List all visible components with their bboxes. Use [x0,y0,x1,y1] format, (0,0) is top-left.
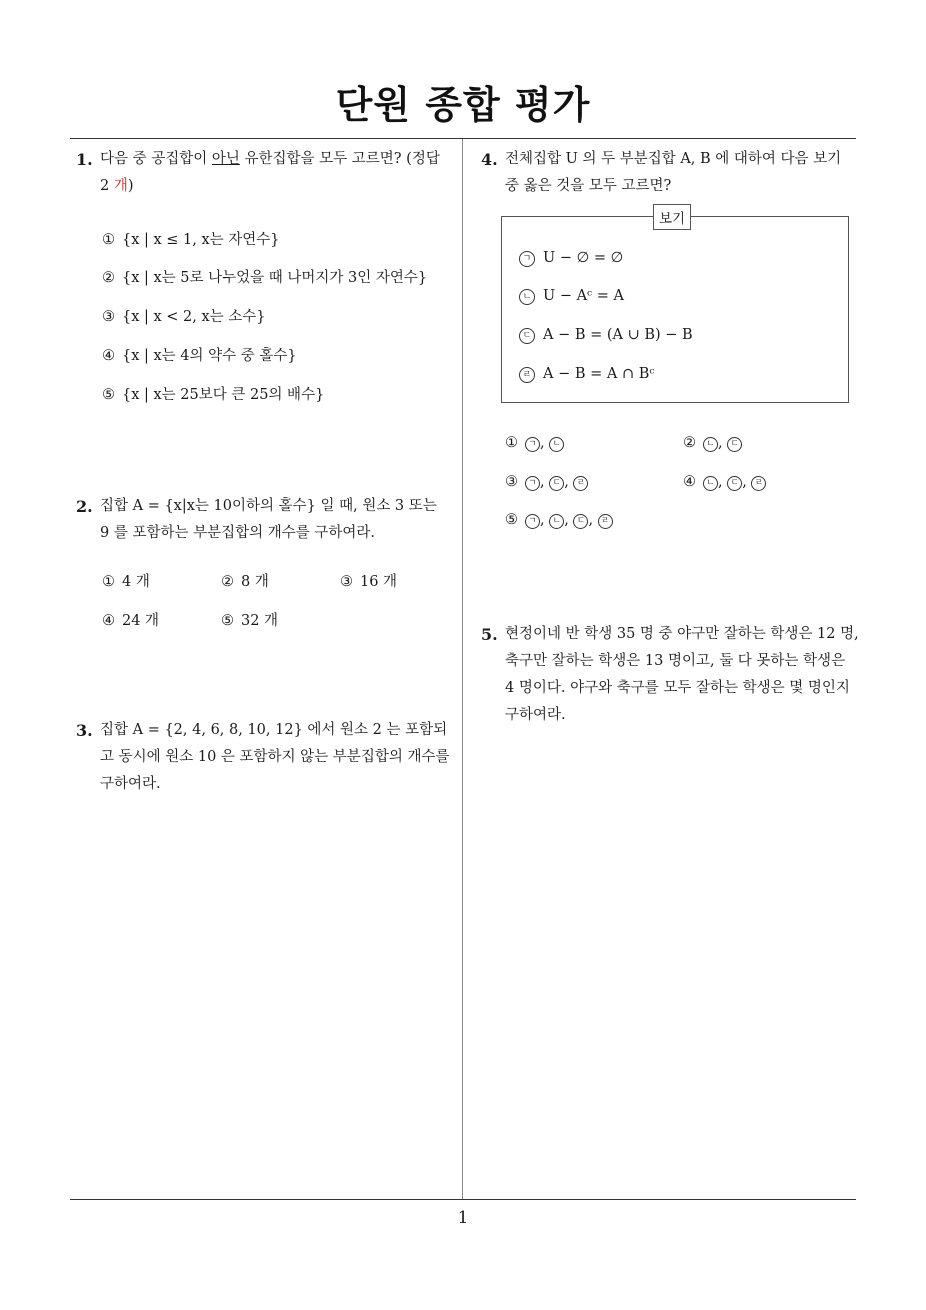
item-mark: ㄷ [727,476,742,491]
item-mark: ㄴ [703,476,718,491]
stem-line: 집합 A = {x|x는 10이하의 홀수} 일 때, 원소 3 또는 [100,498,437,514]
choice-text: {x | x는 4의 약수 중 홀수} [122,348,297,364]
choice[interactable]: ③ ㄱ , ㄷ , ㄹ [505,474,588,491]
stem-line: 4 명이다. 야구와 축구를 모두 잘하는 학생은 몇 명인지 [505,680,850,696]
example-item [519,250,623,267]
stem-text: 유한집합을 모두 고르면? (정답 [239,151,440,167]
stem-text: 2 [100,178,114,194]
choice-text: 24 개 [122,613,160,629]
example-item [519,288,624,305]
choice-text: {x | x는 5로 나누었을 때 나머지가 3인 자연수} [122,270,428,286]
page-number: 1 [457,1208,469,1228]
choice-text: {x | x는 25보다 큰 25의 배수} [122,387,325,403]
question-number: 5. [481,625,498,644]
choice[interactable]: ① ㄱ , ㄴ [505,435,564,452]
item-mark: ㄱ [525,476,540,491]
choice-mark: ③ [340,574,353,590]
choice-mark: ① [102,232,115,248]
underlined-word: 아닌 [211,151,240,167]
choice-mark: ③ [102,309,115,325]
choice-mark: ③ [505,474,518,490]
choice-text: {x | x ≤ 1, x는 자연수} [122,232,280,248]
choice-text: {x | x < 2, x는 소수} [122,309,266,325]
choice-mark: ② [221,574,234,590]
item-mark: ㄷ [519,328,535,344]
question-number: 4. [481,150,498,169]
choice-mark: ① [505,435,518,451]
question-stem [76,717,461,798]
item-mark: ㄹ [573,476,588,491]
choice[interactable] [102,383,324,404]
item-mark: ㄱ [519,251,535,267]
item-text: U − Aᶜ = A [543,288,624,304]
choice[interactable] [102,305,266,326]
choice-mark: ⑤ [102,387,115,403]
item-mark: ㄹ [598,514,613,529]
item-text: A − B = A ∩ Bᶜ [543,366,655,382]
choice[interactable] [102,266,427,287]
stem-line: 9 를 포함하는 부분집합의 개수를 구하여라. [100,525,375,541]
column-divider [462,139,463,1199]
choice[interactable] [102,609,159,630]
item-mark: ㄴ [549,514,564,529]
stem-line [100,173,461,200]
stem-line: 구하여라. [505,707,566,723]
item-mark: ㄴ [549,437,564,452]
question-stem [76,493,461,547]
item-text: U − ∅ = ∅ [543,250,624,266]
choice-text: 32 개 [241,613,279,629]
choice[interactable] [102,344,297,365]
choice-mark: ① [102,574,115,590]
item-mark: ㄴ [703,437,718,452]
question-stem [481,146,861,200]
stem-text: 다음 중 공집합이 [100,151,212,167]
choice-text: 4 개 [122,574,150,590]
question-number: 2. [76,497,93,516]
item-mark: ㄷ [727,437,742,452]
question-stem [76,146,461,200]
question-number: 1. [76,150,93,169]
page-title: 단원 종합 평가 [335,83,591,127]
stem-line: 현정이네 반 학생 35 명 중 야구만 잘하는 학생은 12 명, [505,626,859,642]
item-mark: ㄷ [549,476,564,491]
stem-line: 구하여라. [100,776,161,792]
item-text: A − B = (A ∪ B) − B [543,327,693,343]
stem-line: 고 동시에 원소 10 은 포함하지 않는 부분집합의 개수를 [100,749,450,765]
choice[interactable] [340,570,397,591]
choice-mark: ② [683,435,696,451]
choice[interactable]: ② ㄴ , ㄷ [683,435,742,452]
choice-mark: ⑤ [505,512,518,528]
item-mark: ㄱ [525,514,540,529]
question-4 [481,146,861,200]
question-1 [76,146,461,200]
choice[interactable]: ④ ㄴ , ㄷ , ㄹ [683,474,766,491]
choice[interactable] [221,570,269,591]
example-item [519,366,654,383]
stem-line: 중 옳은 것을 모두 고르면? [505,178,672,194]
stem-text: ) [127,178,134,194]
question-5 [481,621,861,729]
choice-text: 8 개 [241,574,269,590]
item-mark: ㄴ [519,289,535,305]
choice-mark: ④ [102,613,115,629]
item-mark: ㄱ [525,437,540,452]
bottom-rule [70,1199,856,1200]
stem-line: 전체집합 U 의 두 부분집합 A, B 에 대하여 다음 보기 [505,151,842,167]
item-mark: ㄹ [751,476,766,491]
choice[interactable]: ⑤ ㄱ , ㄴ , ㄷ , ㄹ [505,512,613,529]
example-item [519,327,693,344]
choice-mark: ④ [683,474,696,490]
choice[interactable] [102,570,150,591]
item-mark: ㄹ [519,367,535,383]
highlighted-word: 개 [113,178,128,194]
question-stem [481,621,861,729]
example-box-label: 보기 [653,204,691,230]
choice-mark: ⑤ [221,613,234,629]
choice-text: 16 개 [360,574,398,590]
question-3 [76,717,461,798]
question-2 [76,493,461,547]
choice-mark: ④ [102,348,115,364]
stem-line [100,146,461,173]
choice[interactable] [221,609,278,630]
top-rule [70,138,856,139]
item-mark: ㄷ [573,514,588,529]
stem-line: 집합 A = {2, 4, 6, 8, 10, 12} 에서 원소 2 는 포함되 [100,722,448,738]
choice[interactable] [102,228,280,249]
stem-line: 축구만 잘하는 학생은 13 명이고, 둘 다 못하는 학생은 [505,653,846,669]
choice-mark: ② [102,270,115,286]
question-number: 3. [76,721,93,740]
